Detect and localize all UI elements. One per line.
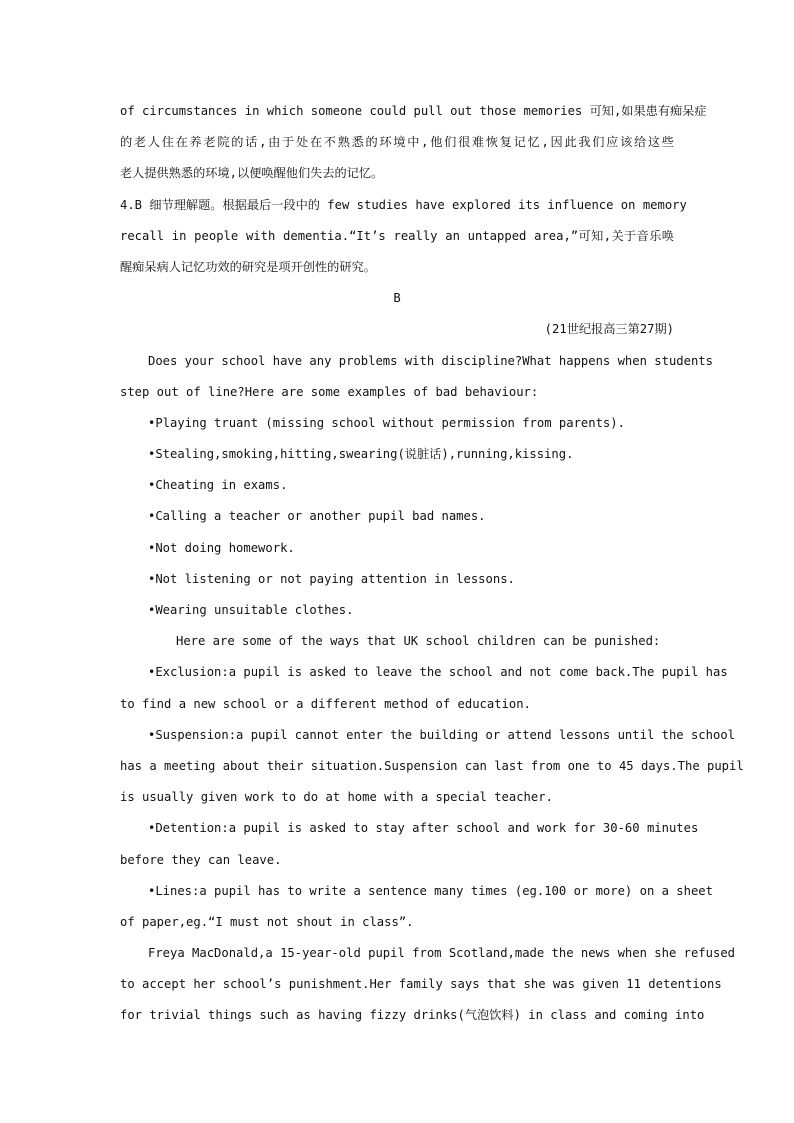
suspension-item [120, 720, 744, 814]
list-item: •Wearing unsuitable clothes. [148, 603, 354, 617]
text-line: of circumstances in which someone could pull out those memories 可知,如果患有痴呆症 [120, 104, 707, 118]
text-line: Does your school have any problems with discipline?What happens when students [148, 353, 713, 368]
detention-item [120, 813, 699, 875]
text-line: to accept her school’s punishment.Her family says that she was given 11 detentions [120, 977, 722, 992]
text-line: has a meeting about their situation.Suspension can last from one to 45 days.The pupil [120, 758, 744, 773]
list-item: •Playing truant (missing school without permission from parents). [148, 415, 625, 430]
answer-4-paragraph [120, 190, 687, 284]
list-item: •Not listening or not paying attention in lessons. [148, 571, 515, 586]
text-line: to find a new school or a different method of education. [120, 696, 531, 711]
section-label: B [393, 291, 401, 306]
text-line: •Detention:a pupil is asked to stay after school and work for 30-60 minutes [148, 821, 699, 836]
text-line: Freya MacDonald,a 15-year-old pupil from Scotland,made the news when she refused [148, 946, 735, 961]
punishment-intro: Here are some of the ways that UK school children can be punished: [176, 634, 661, 649]
bad-behaviour-list [120, 408, 674, 626]
lines-punishment-item [120, 876, 713, 938]
text-line: •Lines:a pupil has to write a sentence many times (eg.100 or more) on a sheet [148, 883, 713, 898]
list-item: •Stealing,smoking,hitting,swearing(说脏话),running,kissing. [148, 447, 574, 462]
document-page [120, 96, 744, 1032]
source-citation: (21世纪报高三第27期) [544, 322, 674, 337]
text-line: 醒痴呆病人记忆功效的研究是项开创性的研究。 [120, 259, 376, 274]
text-line: before they can leave. [120, 852, 282, 867]
text-line: recall in people with dementia.“It’s really an untapped area,”可知,关于音乐唤 [120, 228, 674, 243]
text-line: step out of line?Here are some examples of bad behaviour: [120, 384, 539, 399]
text-line: •Suspension:a pupil cannot enter the building or attend lessons until the school [148, 727, 735, 742]
text-line: for trivial things such as having fizzy drinks(气泡饮料) in class and coming into [120, 1008, 705, 1023]
text-line: of paper,eg.“I must not shout in class”. [120, 914, 414, 929]
text-line: •Exclusion:a pupil is asked to leave the school and not come back.The pupil has [148, 665, 728, 680]
text-line: 老人提供熟悉的环境,以便唤醒他们失去的记忆。 [120, 166, 384, 181]
list-item: •Cheating in exams. [148, 478, 288, 493]
intro-paragraph [120, 346, 713, 408]
prev-answer-paragraph [120, 96, 707, 190]
text-line: is usually given work to do at home with a special teacher. [120, 790, 553, 805]
list-item: •Not doing homework. [148, 540, 295, 555]
exclusion-item [120, 657, 728, 719]
text-line: 的老人住在养老院的话,由于处在不熟悉的环境中,他们很难恢复记忆,因此我们应该给这些 [120, 135, 674, 150]
list-item: •Calling a teacher or another pupil bad names. [148, 509, 486, 524]
freya-paragraph [120, 938, 735, 1032]
text-line: 4.B 细节理解题。根据最后一段中的 few studies have explored its influence on memory [120, 197, 687, 212]
